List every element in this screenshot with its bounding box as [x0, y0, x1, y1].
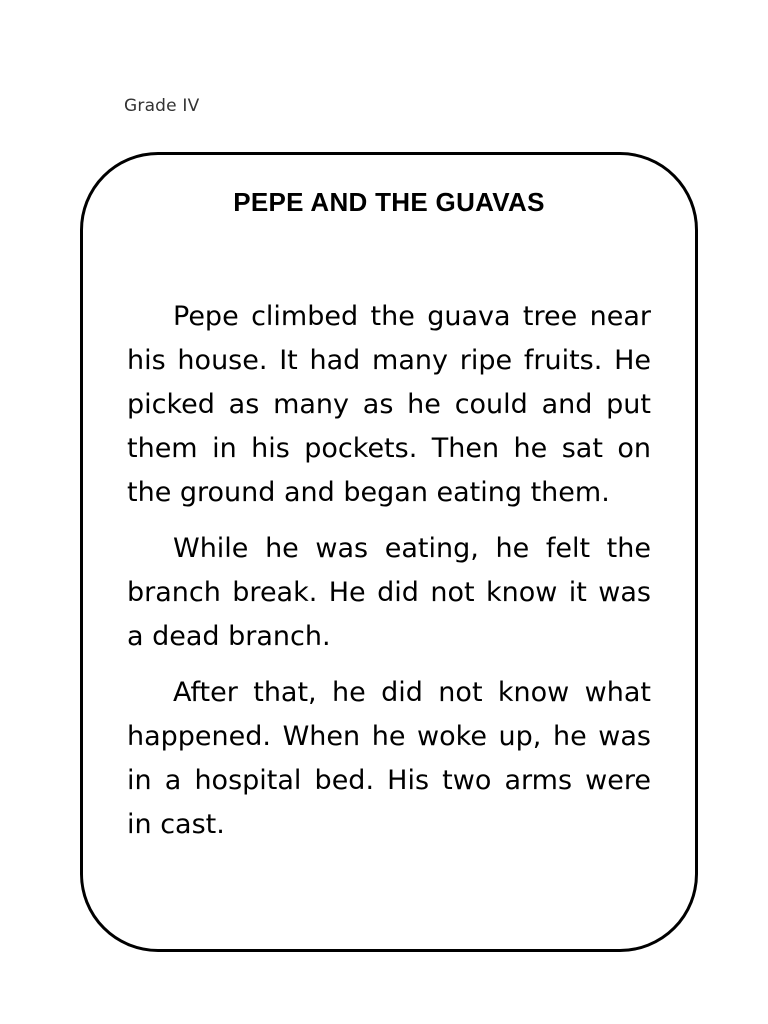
story-body	[127, 295, 651, 859]
story-paragraph: Pepe climbed the guava tree near his house. It had many ripe fruits. He picked as many as he could and put them in his pockets. Then he sat on the ground and began eating them.	[127, 301, 651, 508]
story-paragraph: After that, he did not know what happened. When he woke up, he was in a hospital bed. His two arms were in cast.	[127, 677, 651, 840]
story-paragraph: While he was eating, he felt the branch break. He did not know it was a dead branch.	[127, 533, 651, 652]
story-card	[80, 152, 698, 952]
story-title: PEPE AND THE GUAVAS	[233, 187, 545, 217]
grade-label: Grade IV	[124, 96, 200, 116]
